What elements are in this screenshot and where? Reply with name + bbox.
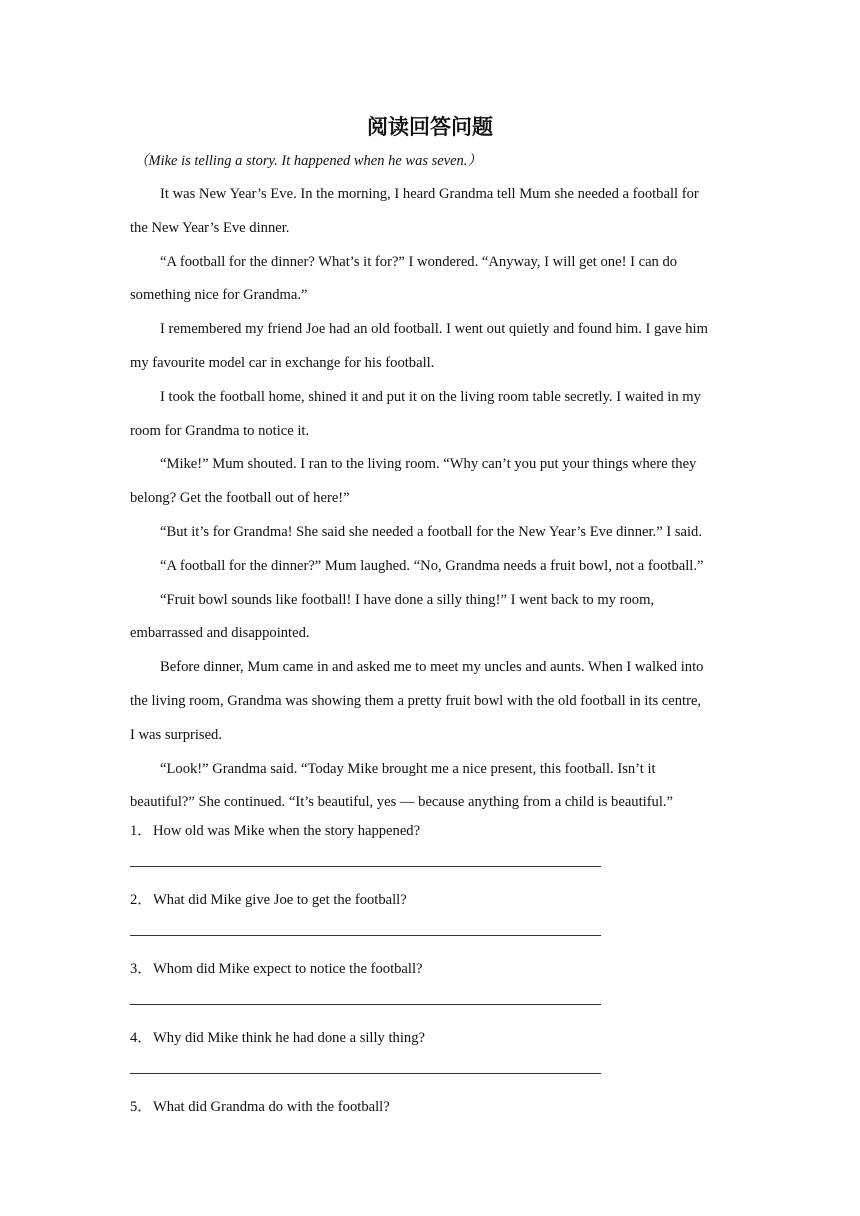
question-item [130, 889, 734, 911]
page-title: 阅读回答问题 [367, 115, 493, 139]
paragraph-line: “A football for the dinner? What’s it for?” I wondered. “Anyway, I will get one! I can do [160, 253, 678, 270]
paragraph-line: belong? Get the football out of here!” [130, 490, 350, 507]
question-item [130, 1027, 734, 1049]
story-paragraph [130, 178, 734, 246]
story-paragraph [130, 516, 734, 550]
story-intro: （Mike is telling a story. It happened when he was seven.） [134, 153, 482, 169]
question-text: How old was Mike when the story happened? [153, 823, 421, 839]
paragraph-line: my favourite model car in exchange for his football. [130, 354, 435, 371]
question-number: 3． [130, 961, 152, 977]
question-item [130, 1096, 734, 1118]
paragraph-line: It was New Year’s Eve. In the morning, I heard Grandma tell Mum she needed a football for [160, 186, 699, 202]
answer-blank-line[interactable] [130, 1004, 601, 1005]
question-number: 2． [130, 892, 152, 908]
question-item [130, 958, 734, 980]
paragraph-line: embarrassed and disappointed. [130, 625, 310, 642]
paragraph-line: something nice for Grandma.” [130, 287, 308, 304]
paragraph-line: room for Grandma to notice it. [130, 422, 310, 439]
story-paragraph [130, 753, 734, 821]
story-paragraph [130, 448, 734, 516]
question-text: Why did Mike think he had done a silly thing? [153, 1030, 425, 1046]
story-body [130, 178, 734, 820]
paragraph-line: I remembered my friend Joe had an old football. I went out quietly and found him. I gave him [160, 321, 708, 338]
question-item [130, 820, 734, 842]
story-paragraph [130, 313, 734, 381]
paragraph-line: “But it’s for Grandma! She said she needed a football for the New Year’s Eve dinner.” I said. [160, 523, 702, 540]
question-number: 4． [130, 1030, 152, 1046]
story-paragraph [130, 584, 734, 652]
paragraph-line: the living room, Grandma was showing them a pretty fruit bowl with the old football in its centre, [130, 692, 702, 709]
story-paragraph [130, 550, 734, 584]
answer-blank-line[interactable] [130, 866, 601, 867]
question-text: What did Mike give Joe to get the football? [153, 892, 407, 908]
answer-blank-line[interactable] [130, 935, 601, 936]
question-list [130, 820, 734, 1118]
question-text: Whom did Mike expect to notice the football? [153, 961, 423, 977]
paragraph-line: Before dinner, Mum came in and asked me to meet my uncles and aunts. When I walked into [160, 659, 704, 676]
paragraph-line: I took the football home, shined it and put it on the living room table secretly. I waited in my [160, 388, 701, 405]
paragraph-line: “A football for the dinner?” Mum laughed. “No, Grandma needs a fruit bowl, not a football.” [160, 557, 704, 574]
story-paragraph [130, 381, 734, 449]
question-number: 1． [130, 823, 152, 839]
answer-blank-line[interactable] [130, 1073, 601, 1074]
paragraph-line: “Mike!” Mum shouted. I ran to the living room. “Why can’t you put your things where they [160, 456, 697, 473]
paragraph-line: I was surprised. [130, 726, 223, 743]
paragraph-line: “Fruit bowl sounds like football! I have done a silly thing!” I went back to my room, [160, 591, 655, 608]
story-paragraph [130, 651, 734, 752]
question-text: What did Grandma do with the football? [153, 1099, 390, 1115]
paragraph-line: beautiful?” She continued. “It’s beautiful, yes — because anything from a child is beautiful.” [130, 794, 674, 811]
paragraph-line: “Look!” Grandma said. “Today Mike brought me a nice present, this football. Isn’t it [160, 760, 656, 777]
question-number: 5． [130, 1099, 152, 1115]
story-paragraph [130, 246, 734, 314]
paragraph-line: the New Year’s Eve dinner. [130, 219, 290, 236]
